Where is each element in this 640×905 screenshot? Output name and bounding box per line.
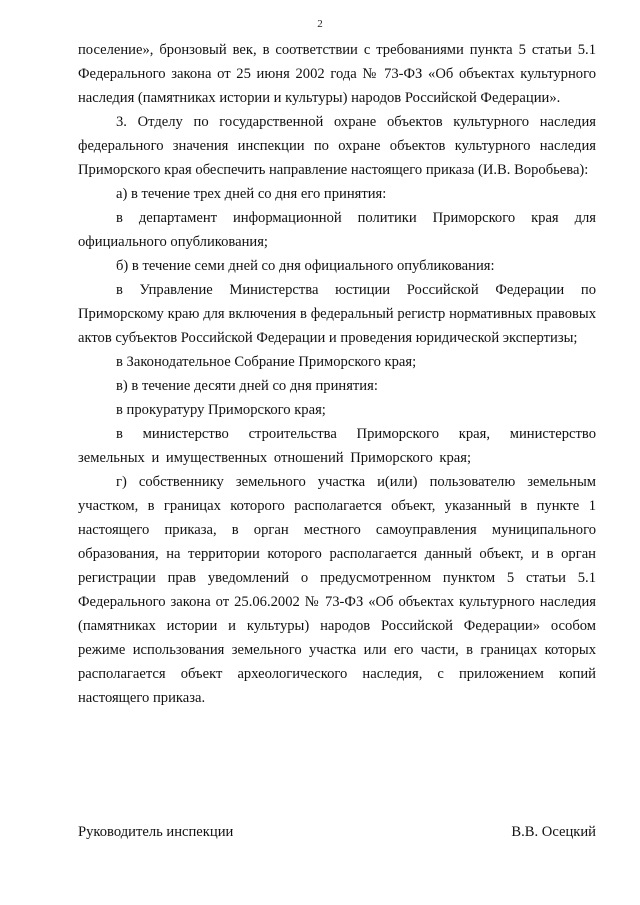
document-body <box>78 38 596 710</box>
paragraph-subitem-a: а) в течение трех дней со дня его принятия: <box>116 186 387 202</box>
paragraph-continuation: поселение», бронзовый век, в соответствии с требованиями пункта 5 статьи 5.1 Федерального закона от 25 июня 2002 года № 73-ФЗ «Об объектах культурного наследия (памятниках истории и культуры) народов Российской Федерации». <box>78 42 596 106</box>
paragraph-subitem-g: г) собственнику земельного участка и(или) пользователю земельным участком, в границах которого располагается объект, указанный в пункте 1 настоящего приказа, в орган местного самоуправления муниципального образования, на территории которого располагается данный объект, и в орган регистрации прав уведомлений о предусмотренном пунктом 5 статьи 5.1 Федерального закона от 25.06.2002 № 73-ФЗ «Об объектах культурного наследия (памятниках истории и культуры) народов Российской Федерации» особом режиме использования земельного участка или его части, в границах которых располагается объект археологического наследия, с приложением копий настоящего приказа. <box>78 474 596 706</box>
signature-block <box>78 820 596 844</box>
paragraph-item-3: 3. Отделу по государственной охране объектов культурного наследия федерального значения инспекции по охране объектов культурного наследия Приморского края обеспечить направление настоящего приказа (И.В. Воробьева): <box>78 114 596 178</box>
signature-name: В.В. Осецкий <box>511 824 596 840</box>
paragraph-subitem-b: б) в течение семи дней со дня официального опубликования: <box>116 258 495 274</box>
paragraph-legislative-assembly: в Законодательное Собрание Приморского края; <box>116 354 417 370</box>
paragraph-department-info-policy: в департамент информационной политики Приморского края для официального опубликования; <box>78 210 596 250</box>
paragraph-ministry-justice: в Управление Министерства юстиции Российской Федерации по Приморскому краю для включения в федеральный регистр нормативных правовых актов субъектов Российской Федерации и проведения юридической экспертизы; <box>78 282 596 346</box>
paragraph-ministries: в министерство строительства Приморского края, министерство земельных и имущественных отношений Приморского края; <box>78 426 596 466</box>
paragraph-prosecutor: в прокуратуру Приморского края; <box>116 402 326 418</box>
paragraph-subitem-v: в) в течение десяти дней со дня принятия: <box>116 378 378 394</box>
signature-position: Руководитель инспекции <box>78 824 234 840</box>
page-number: 2 <box>317 18 323 30</box>
